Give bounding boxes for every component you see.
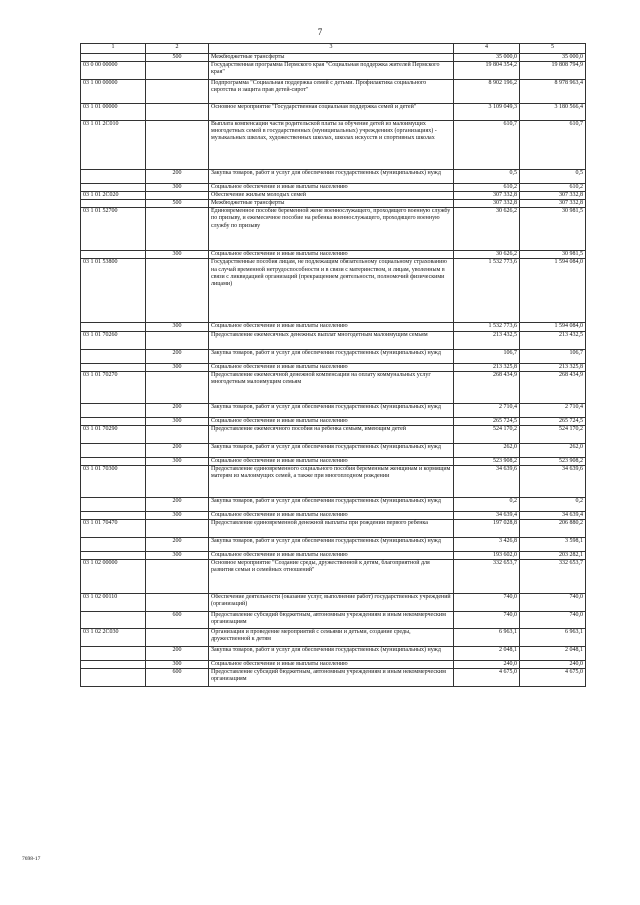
table-row [81,184,586,192]
amount-year-2-cell: 0,5 [520,170,586,184]
amount-year-2-cell: 0,2 [520,497,586,511]
amount-year-2-cell: 307 332,8 [520,192,586,200]
table-row [81,465,586,497]
amount-year-2-cell: 1 594 084,0 [520,259,586,323]
amount-year-1-cell: 213 325,8 [454,363,520,371]
table-row [81,251,586,259]
expense-type-cell: 200 [146,403,209,417]
expense-type-cell [146,629,209,647]
budget-code-cell [81,251,146,259]
expense-type-cell [146,62,209,80]
table-row [81,425,586,443]
amount-year-1-cell: 265 724,5 [454,417,520,425]
budget-code-cell [81,537,146,551]
amount-year-1-cell: 2 710,4 [454,403,520,417]
expense-type-cell: 500 [146,200,209,208]
budget-code-cell [81,417,146,425]
item-name-cell: Предоставление единовременного социального пособия беременным женщинам и кормящим матерям из малоимущих семей, а также при многоплодном рождении [209,465,454,497]
table-row [81,537,586,551]
header-column-5: 5 [520,44,586,54]
expense-type-cell [146,121,209,170]
table-row [81,259,586,323]
amount-year-1-cell: 3 426,8 [454,537,520,551]
amount-year-1-cell: 4 675,0 [454,669,520,687]
amount-year-1-cell: 307 332,8 [454,192,520,200]
expense-type-cell [146,104,209,121]
budget-code-cell [81,497,146,511]
table-row [81,54,586,62]
item-name-cell: Обеспечение жильем молодых семей [209,192,454,200]
amount-year-2-cell: 30 981,5 [520,251,586,259]
expense-type-cell: 300 [146,511,209,519]
amount-year-1-cell: 197 028,8 [454,519,520,537]
expense-type-cell: 300 [146,661,209,669]
table-row [81,104,586,121]
amount-year-2-cell: 268 434,9 [520,371,586,403]
budget-code-cell [81,647,146,661]
item-name-cell: Социальное обеспечение и иные выплаты населению [209,511,454,519]
amount-year-2-cell: 203 282,1 [520,551,586,559]
expense-type-cell: 600 [146,669,209,687]
expense-type-cell [146,331,209,349]
expense-type-cell: 200 [146,647,209,661]
amount-year-1-cell: 262,0 [454,443,520,457]
amount-year-2-cell: 106,7 [520,349,586,363]
budget-code-cell [81,349,146,363]
table-row [81,560,586,594]
item-name-cell: Закупка товаров, работ и услуг для обеспечения государственных (муниципальных) нужд [209,403,454,417]
amount-year-2-cell: 307 332,8 [520,200,586,208]
expense-type-cell [146,208,209,251]
item-name-cell: Закупка товаров, работ и услуг для обеспечения государственных (муниципальных) нужд [209,497,454,511]
expense-type-cell [146,80,209,104]
amount-year-2-cell: 8 978 963,4 [520,80,586,104]
item-name-cell: Единовременное пособие беременной жене военнослужащего, проходящего военную службу по призыву, и ежемесячное пособие на ребенка военнослужащего, проходящего военную службу по призыву [209,208,454,251]
amount-year-1-cell: 8 902 196,2 [454,80,520,104]
budget-code-cell [81,511,146,519]
expense-type-cell [146,519,209,537]
amount-year-2-cell: 19 808 794,9 [520,62,586,80]
item-name-cell: Предоставление ежемесячных денежных выплат многодетным малоимущим семьям [209,331,454,349]
item-name-cell: Социальное обеспечение и иные выплаты населению [209,551,454,559]
item-name-cell: Государственные пособия лицам, не подлежащим обязательному социальному страхованию на случай временной нетрудоспособности и в связи с материнством, и лицам, уволенным в связи с ликвидацией организаций (прекращением деятельности, полномочий физическими лицами) [209,259,454,323]
budget-code-cell [81,669,146,687]
expense-type-cell: 200 [146,537,209,551]
amount-year-1-cell: 0,2 [454,497,520,511]
expense-type-cell: 300 [146,551,209,559]
budget-code-cell: 03 0 00 00000 [81,62,146,80]
amount-year-1-cell: 524 170,2 [454,425,520,443]
expense-type-cell [146,371,209,403]
amount-year-1-cell: 2 048,1 [454,647,520,661]
amount-year-1-cell: 740,0 [454,612,520,629]
table-row [81,349,586,363]
budget-code-cell [81,612,146,629]
item-name-cell: Подпрограмма "Социальная поддержка семей с детьми. Профилактика социального сиротства и защита прав детей-сирот" [209,80,454,104]
amount-year-2-cell: 240,0 [520,661,586,669]
table-row [81,363,586,371]
table-row [81,170,586,184]
amount-year-1-cell: 740,0 [454,594,520,612]
expense-type-cell [146,192,209,200]
expense-type-cell: 300 [146,457,209,465]
item-name-cell: Предоставление единовременной денежной выплаты при рождении первого ребенка [209,519,454,537]
expense-type-cell: 300 [146,323,209,331]
header-column-1: 1 [81,44,146,54]
expense-type-cell [146,425,209,443]
expense-type-cell [146,259,209,323]
table-row [81,457,586,465]
budget-code-cell: 03 1 01 70270 [81,371,146,403]
table-row [81,323,586,331]
item-name-cell: Социальное обеспечение и иные выплаты населению [209,417,454,425]
expense-type-cell [146,560,209,594]
item-name-cell: Социальное обеспечение и иные выплаты населению [209,661,454,669]
budget-table [80,43,586,687]
table-row [81,629,586,647]
amount-year-2-cell: 610,7 [520,121,586,170]
budget-code-cell: 03 1 00 00000 [81,80,146,104]
expense-type-cell: 200 [146,349,209,363]
table-row [81,62,586,80]
amount-year-2-cell: 610,2 [520,184,586,192]
amount-year-1-cell: 35 000,0 [454,54,520,62]
item-name-cell: Социальное обеспечение и иные выплаты населению [209,251,454,259]
amount-year-1-cell: 6 963,1 [454,629,520,647]
amount-year-1-cell: 307 332,8 [454,200,520,208]
table-row [81,647,586,661]
amount-year-2-cell: 262,0 [520,443,586,457]
amount-year-1-cell: 610,7 [454,121,520,170]
amount-year-2-cell: 740,0 [520,594,586,612]
table-header-row [81,44,586,54]
amount-year-2-cell: 2 048,1 [520,647,586,661]
budget-code-cell: 03 1 01 70290 [81,425,146,443]
amount-year-1-cell: 0,5 [454,170,520,184]
budget-code-cell: 03 1 01 2С010 [81,121,146,170]
item-name-cell: Межбюджетные трансферты [209,200,454,208]
expense-type-cell: 300 [146,363,209,371]
footer-code: 7698-17 [22,856,41,862]
amount-year-2-cell: 4 675,0 [520,669,586,687]
amount-year-2-cell: 523 908,2 [520,457,586,465]
table-row [81,612,586,629]
amount-year-2-cell: 213 325,8 [520,363,586,371]
budget-code-cell [81,363,146,371]
amount-year-1-cell: 268 434,9 [454,371,520,403]
budget-code-cell [81,457,146,465]
item-name-cell: Социальное обеспечение и иные выплаты населению [209,457,454,465]
budget-code-cell [81,551,146,559]
item-name-cell: Выплата компенсации части родительской платы за обучение детей из малоимущих многодетных семей в государственных (муниципальных) учреждениях (организациях) - музыкальных школах, художественных школах, школах искусств и спортивных школах [209,121,454,170]
amount-year-1-cell: 332 653,7 [454,560,520,594]
table-row [81,371,586,403]
amount-year-2-cell: 740,0 [520,612,586,629]
expense-type-cell: 500 [146,54,209,62]
amount-year-2-cell: 3 598,1 [520,537,586,551]
table-row [81,192,586,200]
item-name-cell: Предоставление субсидий бюджетным, автономным учреждениям и иным некоммерческим организациям [209,669,454,687]
expense-type-cell: 200 [146,497,209,511]
amount-year-1-cell: 213 432,5 [454,331,520,349]
budget-code-cell: 03 1 01 70300 [81,465,146,497]
budget-code-cell [81,323,146,331]
item-name-cell: Организация и проведение мероприятий с семьями и детьми, создание среды, дружественной к детям [209,629,454,647]
amount-year-2-cell: 30 981,5 [520,208,586,251]
amount-year-2-cell: 524 170,2 [520,425,586,443]
budget-code-cell [81,403,146,417]
amount-year-2-cell: 332 653,7 [520,560,586,594]
amount-year-1-cell: 106,7 [454,349,520,363]
budget-code-cell [81,443,146,457]
amount-year-1-cell: 19 804 354,2 [454,62,520,80]
amount-year-2-cell: 6 963,1 [520,629,586,647]
item-name-cell: Основное мероприятие "Государственная социальная поддержка семей и детей" [209,104,454,121]
expense-type-cell [146,465,209,497]
item-name-cell: Закупка товаров, работ и услуг для обеспечения государственных (муниципальных) нужд [209,537,454,551]
item-name-cell: Основное мероприятие "Создание среды, дружественной к детям, благоприятной для развития семьи и семейных отношений" [209,560,454,594]
amount-year-2-cell: 2 710,4 [520,403,586,417]
amount-year-1-cell: 193 602,0 [454,551,520,559]
table-row [81,403,586,417]
expense-type-cell: 300 [146,251,209,259]
budget-code-cell: 03 1 01 70260 [81,331,146,349]
table-row [81,669,586,687]
item-name-cell: Социальное обеспечение и иные выплаты населению [209,363,454,371]
table-row [81,417,586,425]
table-row [81,443,586,457]
budget-code-cell [81,54,146,62]
item-name-cell: Предоставление ежемесячного пособия на ребенка семьям, имеющим детей [209,425,454,443]
table-row [81,80,586,104]
amount-year-1-cell: 1 532 773,6 [454,323,520,331]
budget-code-cell [81,661,146,669]
item-name-cell: Государственная программа Пермского края "Социальная поддержка жителей Пермского края" [209,62,454,80]
amount-year-1-cell: 30 626,2 [454,208,520,251]
amount-year-2-cell: 35 000,0 [520,54,586,62]
expense-type-cell: 300 [146,184,209,192]
amount-year-2-cell: 265 724,5 [520,417,586,425]
budget-code-cell [81,170,146,184]
amount-year-1-cell: 30 626,2 [454,251,520,259]
expense-type-cell: 200 [146,443,209,457]
expense-type-cell: 200 [146,170,209,184]
header-column-3: 3 [209,44,454,54]
table-row [81,511,586,519]
amount-year-1-cell: 34 639,4 [454,511,520,519]
budget-code-cell: 03 1 02 00000 [81,560,146,594]
budget-code-cell: 03 1 01 52700 [81,208,146,251]
item-name-cell: Закупка товаров, работ и услуг для обеспечения государственных (муниципальных) нужд [209,349,454,363]
budget-code-cell [81,184,146,192]
amount-year-2-cell: 34 639,6 [520,465,586,497]
amount-year-2-cell: 3 180 566,4 [520,104,586,121]
table-row [81,594,586,612]
table-row [81,497,586,511]
page-number: 7 [317,27,323,37]
budget-code-cell: 03 1 01 00000 [81,104,146,121]
amount-year-2-cell: 1 594 084,0 [520,323,586,331]
amount-year-1-cell: 523 908,2 [454,457,520,465]
amount-year-1-cell: 240,0 [454,661,520,669]
item-name-cell: Межбюджетные трансферты [209,54,454,62]
table-row [81,519,586,537]
table-row [81,200,586,208]
expense-type-cell: 600 [146,612,209,629]
item-name-cell: Закупка товаров, работ и услуг для обеспечения государственных (муниципальных) нужд [209,170,454,184]
budget-code-cell: 03 1 01 53800 [81,259,146,323]
expense-type-cell [146,594,209,612]
budget-code-cell: 03 1 01 70470 [81,519,146,537]
header-column-2: 2 [146,44,209,54]
table-row [81,661,586,669]
table-row [81,551,586,559]
budget-code-cell [81,200,146,208]
item-name-cell: Закупка товаров, работ и услуг для обеспечения государственных (муниципальных) нужд [209,647,454,661]
header-column-4: 4 [454,44,520,54]
item-name-cell: Обеспечение деятельности (оказание услуг, выполнение работ) государственных учреждений (организаций) [209,594,454,612]
budget-code-cell: 03 1 02 2С030 [81,629,146,647]
amount-year-1-cell: 3 109 049,3 [454,104,520,121]
budget-code-cell: 03 1 02 00110 [81,594,146,612]
table-row [81,331,586,349]
amount-year-1-cell: 1 532 773,6 [454,259,520,323]
item-name-cell: Предоставление субсидий бюджетным, автономным учреждениям и иным некоммерческим организациям [209,612,454,629]
amount-year-1-cell: 34 639,6 [454,465,520,497]
expense-type-cell: 300 [146,417,209,425]
amount-year-1-cell: 610,2 [454,184,520,192]
amount-year-2-cell: 34 639,4 [520,511,586,519]
table-row [81,121,586,170]
table-row [81,208,586,251]
item-name-cell: Предоставление ежемесячной денежной компенсации на оплату коммунальных услуг многодетным малоимущим семьям [209,371,454,403]
item-name-cell: Закупка товаров, работ и услуг для обеспечения государственных (муниципальных) нужд [209,443,454,457]
budget-code-cell: 03 1 01 2С020 [81,192,146,200]
item-name-cell: Социальное обеспечение и иные выплаты населению [209,184,454,192]
amount-year-2-cell: 213 432,5 [520,331,586,349]
amount-year-2-cell: 206 880,2 [520,519,586,537]
item-name-cell: Социальное обеспечение и иные выплаты населению [209,323,454,331]
table-body [81,54,586,687]
